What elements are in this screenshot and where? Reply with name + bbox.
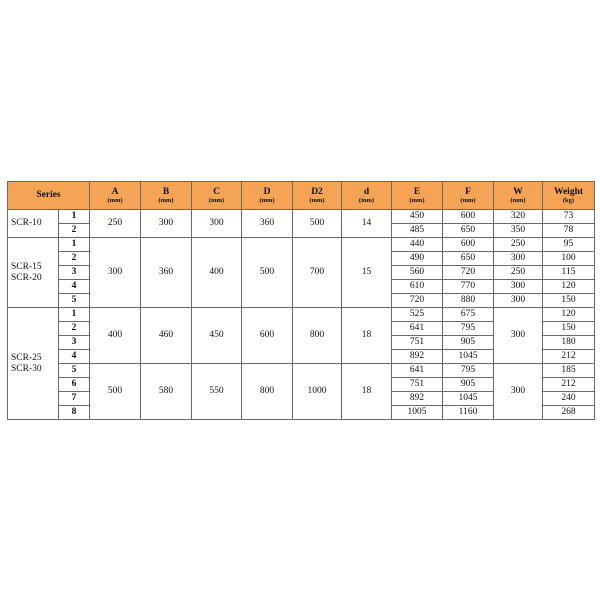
row-index: 7 [59,392,90,406]
row-index: 4 [59,350,90,364]
row-index: 1 [59,210,90,224]
cell-e: 751 [392,336,443,350]
cell-d2: 700 [293,238,342,308]
cell-e: 490 [392,252,443,266]
cell-weight: 73 [543,210,595,224]
row-index: 2 [59,322,90,336]
header-b: B (mm) [141,182,192,210]
header-e: E (mm) [392,182,443,210]
header-d-small: d (mm) [342,182,392,210]
cell-w: 250 [494,238,543,252]
cell-d2: 1000 [293,364,342,420]
cell-weight: 78 [543,224,595,238]
cell-f: 905 [443,378,494,392]
cell-e: 525 [392,308,443,322]
cell-f: 880 [443,294,494,308]
cell-f: 675 [443,308,494,322]
cell-weight: 95 [543,238,595,252]
row-index: 3 [59,336,90,350]
header-f: F (mm) [443,182,494,210]
table-body [8,210,595,420]
cell-e: 751 [392,378,443,392]
cell-weight: 100 [543,252,595,266]
cell-d: 360 [242,210,293,238]
cell-c: 450 [192,308,242,364]
cell-weight: 240 [543,392,595,406]
cell-f: 650 [443,252,494,266]
table-row [8,308,595,322]
row-index: 1 [59,238,90,252]
cell-weight: 268 [543,406,595,420]
header-c: C (mm) [192,182,242,210]
cell-w: 300 [494,252,543,266]
dimensions-table [7,181,595,420]
row-index: 1 [59,308,90,322]
cell-d-small: 18 [342,364,392,420]
series-name: SCR-25 SCR-30 [8,308,59,420]
cell-e: 1005 [392,406,443,420]
cell-f: 720 [443,266,494,280]
row-index: 6 [59,378,90,392]
cell-e: 485 [392,224,443,238]
header-w: W (mm) [494,182,543,210]
cell-b: 460 [141,308,192,364]
cell-e: 450 [392,210,443,224]
row-index: 5 [59,294,90,308]
cell-f: 600 [443,238,494,252]
header-d2: D2 (mm) [293,182,342,210]
series-name: SCR-10 [8,210,59,238]
cell-f: 1160 [443,406,494,420]
series-name: SCR-15 SCR-20 [8,238,59,308]
cell-f: 1045 [443,392,494,406]
row-index: 2 [59,224,90,238]
cell-c: 400 [192,238,242,308]
table-row [8,238,595,252]
cell-w: 300 [494,294,543,308]
cell-f: 1045 [443,350,494,364]
cell-w: 300 [494,364,543,420]
cell-weight: 212 [543,378,595,392]
row-index: 3 [59,266,90,280]
cell-w: 350 [494,224,543,238]
cell-a: 300 [90,238,141,308]
cell-w: 300 [494,308,543,364]
cell-c: 550 [192,364,242,420]
header-d: D (mm) [242,182,293,210]
cell-d: 600 [242,308,293,364]
row-index: 8 [59,406,90,420]
cell-d-small: 18 [342,308,392,364]
cell-w: 300 [494,280,543,294]
cell-d: 500 [242,238,293,308]
cell-e: 610 [392,280,443,294]
table-row [8,364,595,378]
header-a: A (mm) [90,182,141,210]
cell-weight: 115 [543,266,595,280]
cell-a: 400 [90,308,141,364]
cell-e: 892 [392,350,443,364]
cell-e: 720 [392,294,443,308]
cell-weight: 180 [543,336,595,350]
cell-weight: 185 [543,364,595,378]
cell-d: 800 [242,364,293,420]
cell-d2: 800 [293,308,342,364]
row-index: 4 [59,280,90,294]
cell-f: 795 [443,322,494,336]
cell-weight: 120 [543,308,595,322]
cell-e: 892 [392,392,443,406]
cell-b: 300 [141,210,192,238]
cell-weight: 212 [543,350,595,364]
header-series: Series [8,182,90,210]
cell-c: 300 [192,210,242,238]
cell-a: 250 [90,210,141,238]
cell-d2: 500 [293,210,342,238]
cell-f: 770 [443,280,494,294]
cell-w: 250 [494,266,543,280]
cell-e: 641 [392,364,443,378]
row-index: 5 [59,364,90,378]
cell-weight: 150 [543,322,595,336]
header-weight: Weight (kg) [543,182,595,210]
cell-d-small: 15 [342,238,392,308]
header-row [8,182,595,210]
cell-e: 440 [392,238,443,252]
row-index: 2 [59,252,90,266]
cell-w: 320 [494,210,543,224]
cell-b: 360 [141,238,192,308]
cell-a: 500 [90,364,141,420]
table-row [8,210,595,224]
cell-b: 580 [141,364,192,420]
cell-f: 600 [443,210,494,224]
cell-e: 641 [392,322,443,336]
cell-weight: 120 [543,280,595,294]
cell-weight: 150 [543,294,595,308]
cell-f: 795 [443,364,494,378]
cell-f: 650 [443,224,494,238]
cell-d-small: 14 [342,210,392,238]
cell-e: 560 [392,266,443,280]
cell-f: 905 [443,336,494,350]
